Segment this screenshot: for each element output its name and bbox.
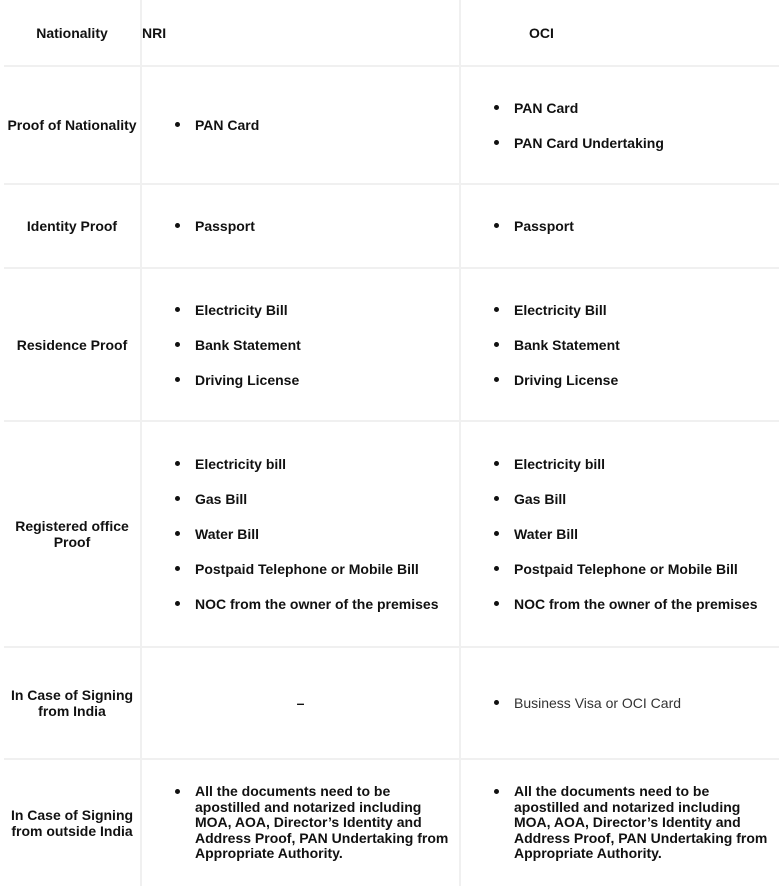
nri-cell — [141, 268, 460, 421]
bullet-icon — [175, 122, 180, 127]
list-item: PAN Card Undertaking — [494, 135, 769, 151]
list-item: Driving License — [494, 372, 769, 388]
list-item: Water Bill — [494, 526, 769, 542]
nri-cell — [141, 66, 460, 184]
header-nationality: Nationality — [4, 0, 141, 66]
header-oci: OCI — [460, 0, 779, 66]
list-item: All the documents need to be apostilled and notarized including MOA, AOA, Director’s Identity and Address Proof, PAN Undertaking from Appropriate Authority. — [494, 784, 769, 862]
oci-document-list — [461, 784, 779, 862]
row-signing-from-outside-india — [4, 759, 779, 886]
bullet-icon — [175, 531, 180, 536]
oci-cell — [460, 184, 779, 268]
nri-document-list — [142, 218, 459, 234]
table-header-row — [4, 0, 779, 66]
bullet-icon — [494, 700, 499, 705]
bullet-icon — [494, 531, 499, 536]
list-item: Electricity bill — [175, 456, 449, 472]
list-item: NOC from the owner of the premises — [494, 596, 769, 612]
list-item: PAN Card — [494, 100, 769, 116]
bullet-icon — [175, 496, 180, 501]
oci-document-list — [461, 456, 779, 612]
bullet-icon — [494, 377, 499, 382]
nri-cell — [141, 759, 460, 886]
bullet-icon — [494, 223, 499, 228]
bullet-icon — [175, 342, 180, 347]
list-item: Water Bill — [175, 526, 449, 542]
header-nri: NRI — [141, 0, 460, 66]
bullet-icon — [175, 601, 180, 606]
bullet-icon — [494, 601, 499, 606]
bullet-icon — [175, 307, 180, 312]
oci-cell — [460, 66, 779, 184]
row-label: In Case of Signing from India — [4, 647, 141, 759]
oci-cell — [460, 268, 779, 421]
list-item: Gas Bill — [494, 491, 769, 507]
nri-document-list — [142, 302, 459, 388]
row-label: Residence Proof — [4, 268, 141, 421]
list-item: Passport — [494, 218, 769, 234]
list-item: All the documents need to be apostilled and notarized including MOA, AOA, Director’s Identity and Address Proof, PAN Undertaking from Appropriate Authority. — [175, 784, 449, 862]
bullet-icon — [494, 140, 499, 145]
oci-document-list — [461, 695, 779, 711]
nri-cell-empty: – — [141, 647, 460, 759]
list-item: Electricity Bill — [175, 302, 449, 318]
row-label: Identity Proof — [4, 184, 141, 268]
list-item: PAN Card — [175, 117, 449, 133]
oci-document-list — [461, 302, 779, 388]
bullet-icon — [175, 789, 180, 794]
bullet-icon — [175, 377, 180, 382]
row-residence-proof — [4, 268, 779, 421]
row-identity-proof — [4, 184, 779, 268]
row-label: In Case of Signing from outside India — [10, 807, 134, 839]
bullet-icon — [494, 566, 499, 571]
list-item: Driving License — [175, 372, 449, 388]
list-item: Electricity bill — [494, 456, 769, 472]
bullet-icon — [175, 566, 180, 571]
bullet-icon — [494, 307, 499, 312]
list-item: Business Visa or OCI Card — [494, 695, 769, 711]
row-proof-of-nationality — [4, 66, 779, 184]
list-item: Bank Statement — [175, 337, 449, 353]
oci-document-list — [461, 100, 779, 151]
list-item: NOC from the owner of the premises — [175, 596, 449, 612]
row-label: Registered office Proof — [4, 421, 141, 647]
list-item: Bank Statement — [494, 337, 769, 353]
bullet-icon — [494, 105, 499, 110]
bullet-icon — [494, 789, 499, 794]
bullet-icon — [494, 461, 499, 466]
list-item: Electricity Bill — [494, 302, 769, 318]
list-item: Gas Bill — [175, 491, 449, 507]
list-item: Postpaid Telephone or Mobile Bill — [175, 561, 449, 577]
row-registered-office-proof — [4, 421, 779, 647]
bullet-icon — [175, 461, 180, 466]
list-item: Passport — [175, 218, 449, 234]
oci-cell — [460, 421, 779, 647]
row-signing-from-india — [4, 647, 779, 759]
documents-table — [4, 0, 779, 886]
oci-cell — [460, 759, 779, 886]
nri-cell — [141, 184, 460, 268]
nri-cell — [141, 421, 460, 647]
bullet-icon — [494, 496, 499, 501]
oci-cell — [460, 647, 779, 759]
oci-document-list — [461, 218, 779, 234]
nri-document-list — [142, 784, 459, 862]
nri-document-list — [142, 456, 459, 612]
nri-document-list — [142, 117, 459, 133]
list-item: Postpaid Telephone or Mobile Bill — [494, 561, 769, 577]
row-label: Proof of Nationality — [4, 66, 141, 184]
bullet-icon — [494, 342, 499, 347]
bullet-icon — [175, 223, 180, 228]
